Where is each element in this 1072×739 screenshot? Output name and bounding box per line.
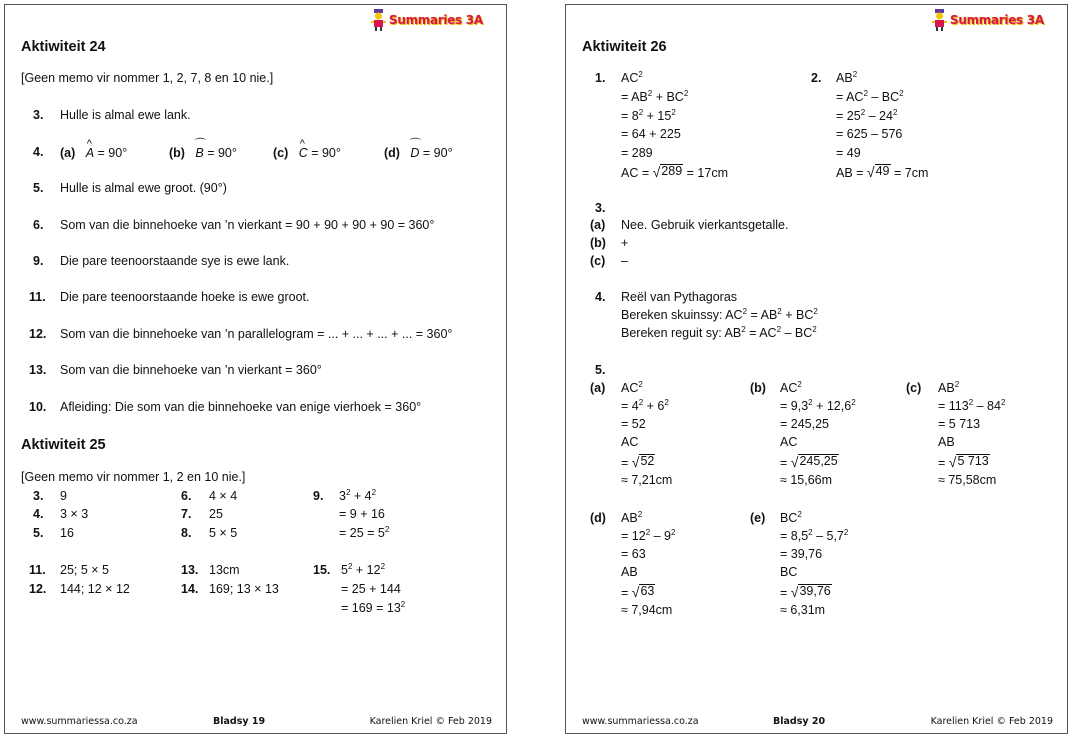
a26-q2-line3: = $25^2 - 24^2$ [836,108,898,123]
a25-q5-number: 5. [33,526,44,540]
a26-q5e-line6: ≈ 6,31m [780,603,826,617]
a25-q15-line1: $5^2 + 12^2$ [341,562,386,577]
a26-q3b-label: (b) [590,236,606,250]
q10-answer: Afleiding: Die som van die binnehoeke van enige vierhoek = 360° [60,400,422,414]
a26-q4-line2: Bereken skuinssy: $AC^2 = AB^2 + BC^2$ [621,307,818,322]
a26-q5b-line4: AC [780,435,798,449]
a26-q5c-line1: $AB^2$ [938,380,960,395]
a26-q3b-answer: + [621,236,629,250]
activity-25-title: Aktiwiteit 25 [21,437,106,453]
a25-q15-line3: = $169 = 13^2$ [341,600,406,615]
a26-q2-line2: = $AC^2 - BC^2$ [836,89,904,104]
q9-answer: Die pare teenoorstaande sye is ewe lank. [60,254,290,268]
a26-q5a-line2: = $4^2 + 6^2$ [621,398,669,413]
a26-q5e-label: (e) [750,511,766,525]
q3-answer: Hulle is almal ewe lank. [60,108,191,122]
q4-number: 4. [33,145,44,159]
a26-q1-line1: $AC^2$ [621,70,643,85]
a26-q5d-line3: = 63 [621,547,646,561]
a26-q5a-line4: AC [621,435,639,449]
a26-q5b-label: (b) [750,381,766,395]
a26-q5e-line4: BC [780,565,798,579]
a26-q5c-line2: = $113^2 - 84^2$ [938,398,1006,413]
a26-q3a-label: (a) [590,218,606,232]
a25-q11-answer: 25; 5 × 5 [60,563,109,577]
a25-q15-line2: = 25 + 144 [341,582,401,596]
logo-text: Summaries 3A [389,13,483,27]
a26-q5c-line5: = √ 5 713 [938,454,989,470]
a25-q8-number: 8. [181,526,192,540]
mascot-icon [370,9,386,31]
page-right [565,4,1068,734]
a26-q5-number: 5. [595,363,606,377]
a26-q1-line6: AC = √ 289 = 17cm [621,164,728,180]
a25-q4-answer: 3 × 3 [60,507,89,521]
a26-q1-line5: = 289 [621,146,653,160]
footer-page-number: Bladsy 20 [773,716,826,727]
a26-q2-line4: = 625 – 576 [836,127,903,141]
a26-q5a-line6: ≈ 7,21cm [621,473,673,487]
a25-q7-number: 7. [181,507,192,521]
a26-q3a-answer: Nee. Gebruik vierkantsgetalle. [621,218,789,232]
a26-q5c-label: (c) [906,381,922,395]
q6-number: 6. [33,218,44,232]
q12-answer: Som van die binnehoeke van ’n parallelogram = ... + ... + ... + ... = 360° [60,327,453,341]
a25-q9-number: 9. [313,489,324,503]
a26-q5b-line2: = $9,3^2 + 12,6^2$ [780,398,856,413]
a25-q6-answer: 4 × 4 [209,489,238,503]
q13-number: 13. [29,363,47,377]
a26-q5a-line5: = √ 52 [621,454,655,470]
activity-24-note: [Geen memo vir nommer 1, 2, 7, 8 en 10 nie.] [21,71,274,85]
q9-number: 9. [33,254,44,268]
a25-q3-answer: 9 [60,489,67,503]
a26-q5d-label: (d) [590,511,606,525]
q11-number: 11. [29,290,46,304]
a26-q5b-line6: ≈ 15,66m [780,473,833,487]
q5-number: 5. [33,181,44,195]
a26-q4-line3: Bereken reguit sy: $AB^2 = AC^2 - BC^2$ [621,325,817,340]
a26-q5a-label: (a) [590,381,606,395]
q3-number: 3. [33,108,44,122]
a25-q6-number: 6. [181,489,192,503]
a25-q11-number: 11. [29,563,46,577]
a26-q4-line1: Reël van Pythagoras [621,290,738,304]
a26-q4-number: 4. [595,290,606,304]
a26-q5b-line1: $AC^2$ [780,380,802,395]
a25-q12-number: 12. [29,582,47,596]
a26-q5d-line2: = $12^2 - 9^2$ [621,528,676,543]
q12-number: 12. [29,327,47,341]
q10-number: 10. [29,400,47,414]
footer-site: www.summariessa.co.za [582,716,699,727]
a25-q9-line1: $3^2 + 4^2$ [339,488,377,503]
a25-q14-answer: 169; 13 × 13 [209,582,279,596]
activity-26-title: Aktiwiteit 26 [582,39,667,55]
page-left [4,4,507,734]
a25-q8-answer: 5 × 5 [209,526,238,540]
a25-q15-number: 15. [313,563,331,577]
footer-author: Karelien Kriel © Feb 2019 [930,716,1053,727]
a26-q5c-line3: = 5 713 [938,417,981,431]
a26-q5c-line6: ≈ 75,58cm [938,473,997,487]
a26-q1-number: 1. [595,71,606,85]
mascot-icon [931,9,947,31]
a26-q5c-line4: AB [938,435,955,449]
summaries-logo [370,8,502,32]
a26-q2-line5: = 49 [836,146,861,160]
a26-q5b-line3: = 245,25 [780,417,830,431]
a26-q2-number: 2. [811,71,822,85]
a26-q5d-line5: = √ 63 [621,584,655,600]
a26-q1-line2: = $AB^2 + BC^2$ [621,89,689,104]
a25-q9-line3: = $25 = 5^2$ [339,525,390,540]
a26-q5e-line5: = √ 39,76 [780,584,831,600]
a25-q9-line2: = 9 + 16 [339,507,385,521]
q4b-answer: (b) ⌒ B = 90° [169,145,237,160]
q11-answer: Die pare teenoorstaande hoeke is ewe groot. [60,290,310,304]
a26-q3c-answer: – [621,254,628,268]
logo-text: Summaries 3A [950,13,1044,27]
a26-q5d-line4: AB [621,565,638,579]
q6-answer: Som van die binnehoeke van ’n vierkant = 90 + 90 + 90 + 90 = 360° [60,218,435,232]
a25-q13-answer: 13cm [209,563,240,577]
a26-q5a-line3: = 52 [621,417,646,431]
a26-q2-line1: $AB^2$ [836,70,858,85]
a25-q14-number: 14. [181,582,199,596]
activity-25-note: [Geen memo vir nommer 1, 2 en 10 nie.] [21,470,246,484]
q5-answer: Hulle is almal ewe groot. (90°) [60,181,227,195]
q4d-answer: (d) ⌒ D = 90° [384,145,453,160]
summaries-logo [931,8,1063,32]
a25-q4-number: 4. [33,507,44,521]
a25-q7-answer: 25 [209,507,223,521]
a26-q5e-line2: = $8,5^2 - 5,7^2$ [780,528,849,543]
a26-q5d-line6: ≈ 7,94cm [621,603,673,617]
a26-q5a-line1: $AC^2$ [621,380,643,395]
a25-q12-answer: 144; 12 × 12 [60,582,130,596]
a26-q5d-line1: $AB^2$ [621,510,643,525]
a26-q5e-line1: $BC^2$ [780,510,802,525]
a26-q5e-line3: = 39,76 [780,547,823,561]
q4c-answer: (c) ^ C = 90° [273,145,341,160]
footer-site: www.summariessa.co.za [21,716,138,727]
a26-q1-line4: = 64 + 225 [621,127,681,141]
a26-q3c-label: (c) [590,254,606,268]
q4a-answer: (a) ^ A = 90° [60,145,127,160]
activity-24-title: Aktiwiteit 24 [21,39,106,55]
footer-page-number: Bladsy 19 [213,716,266,727]
a25-q3-number: 3. [33,489,44,503]
a26-q2-line6: AB = √ 49 = 7cm [836,164,929,180]
a26-q3-number: 3. [595,201,606,215]
a25-q13-number: 13. [181,563,199,577]
a25-q5-answer: 16 [60,526,74,540]
q13-answer: Som van die binnehoeke van ’n vierkant = 360° [60,363,322,377]
a26-q5b-line5: = √ 245,25 [780,454,838,470]
footer-author: Karelien Kriel © Feb 2019 [369,716,492,727]
a26-q1-line3: = $8^2 + 15^2$ [621,108,676,123]
